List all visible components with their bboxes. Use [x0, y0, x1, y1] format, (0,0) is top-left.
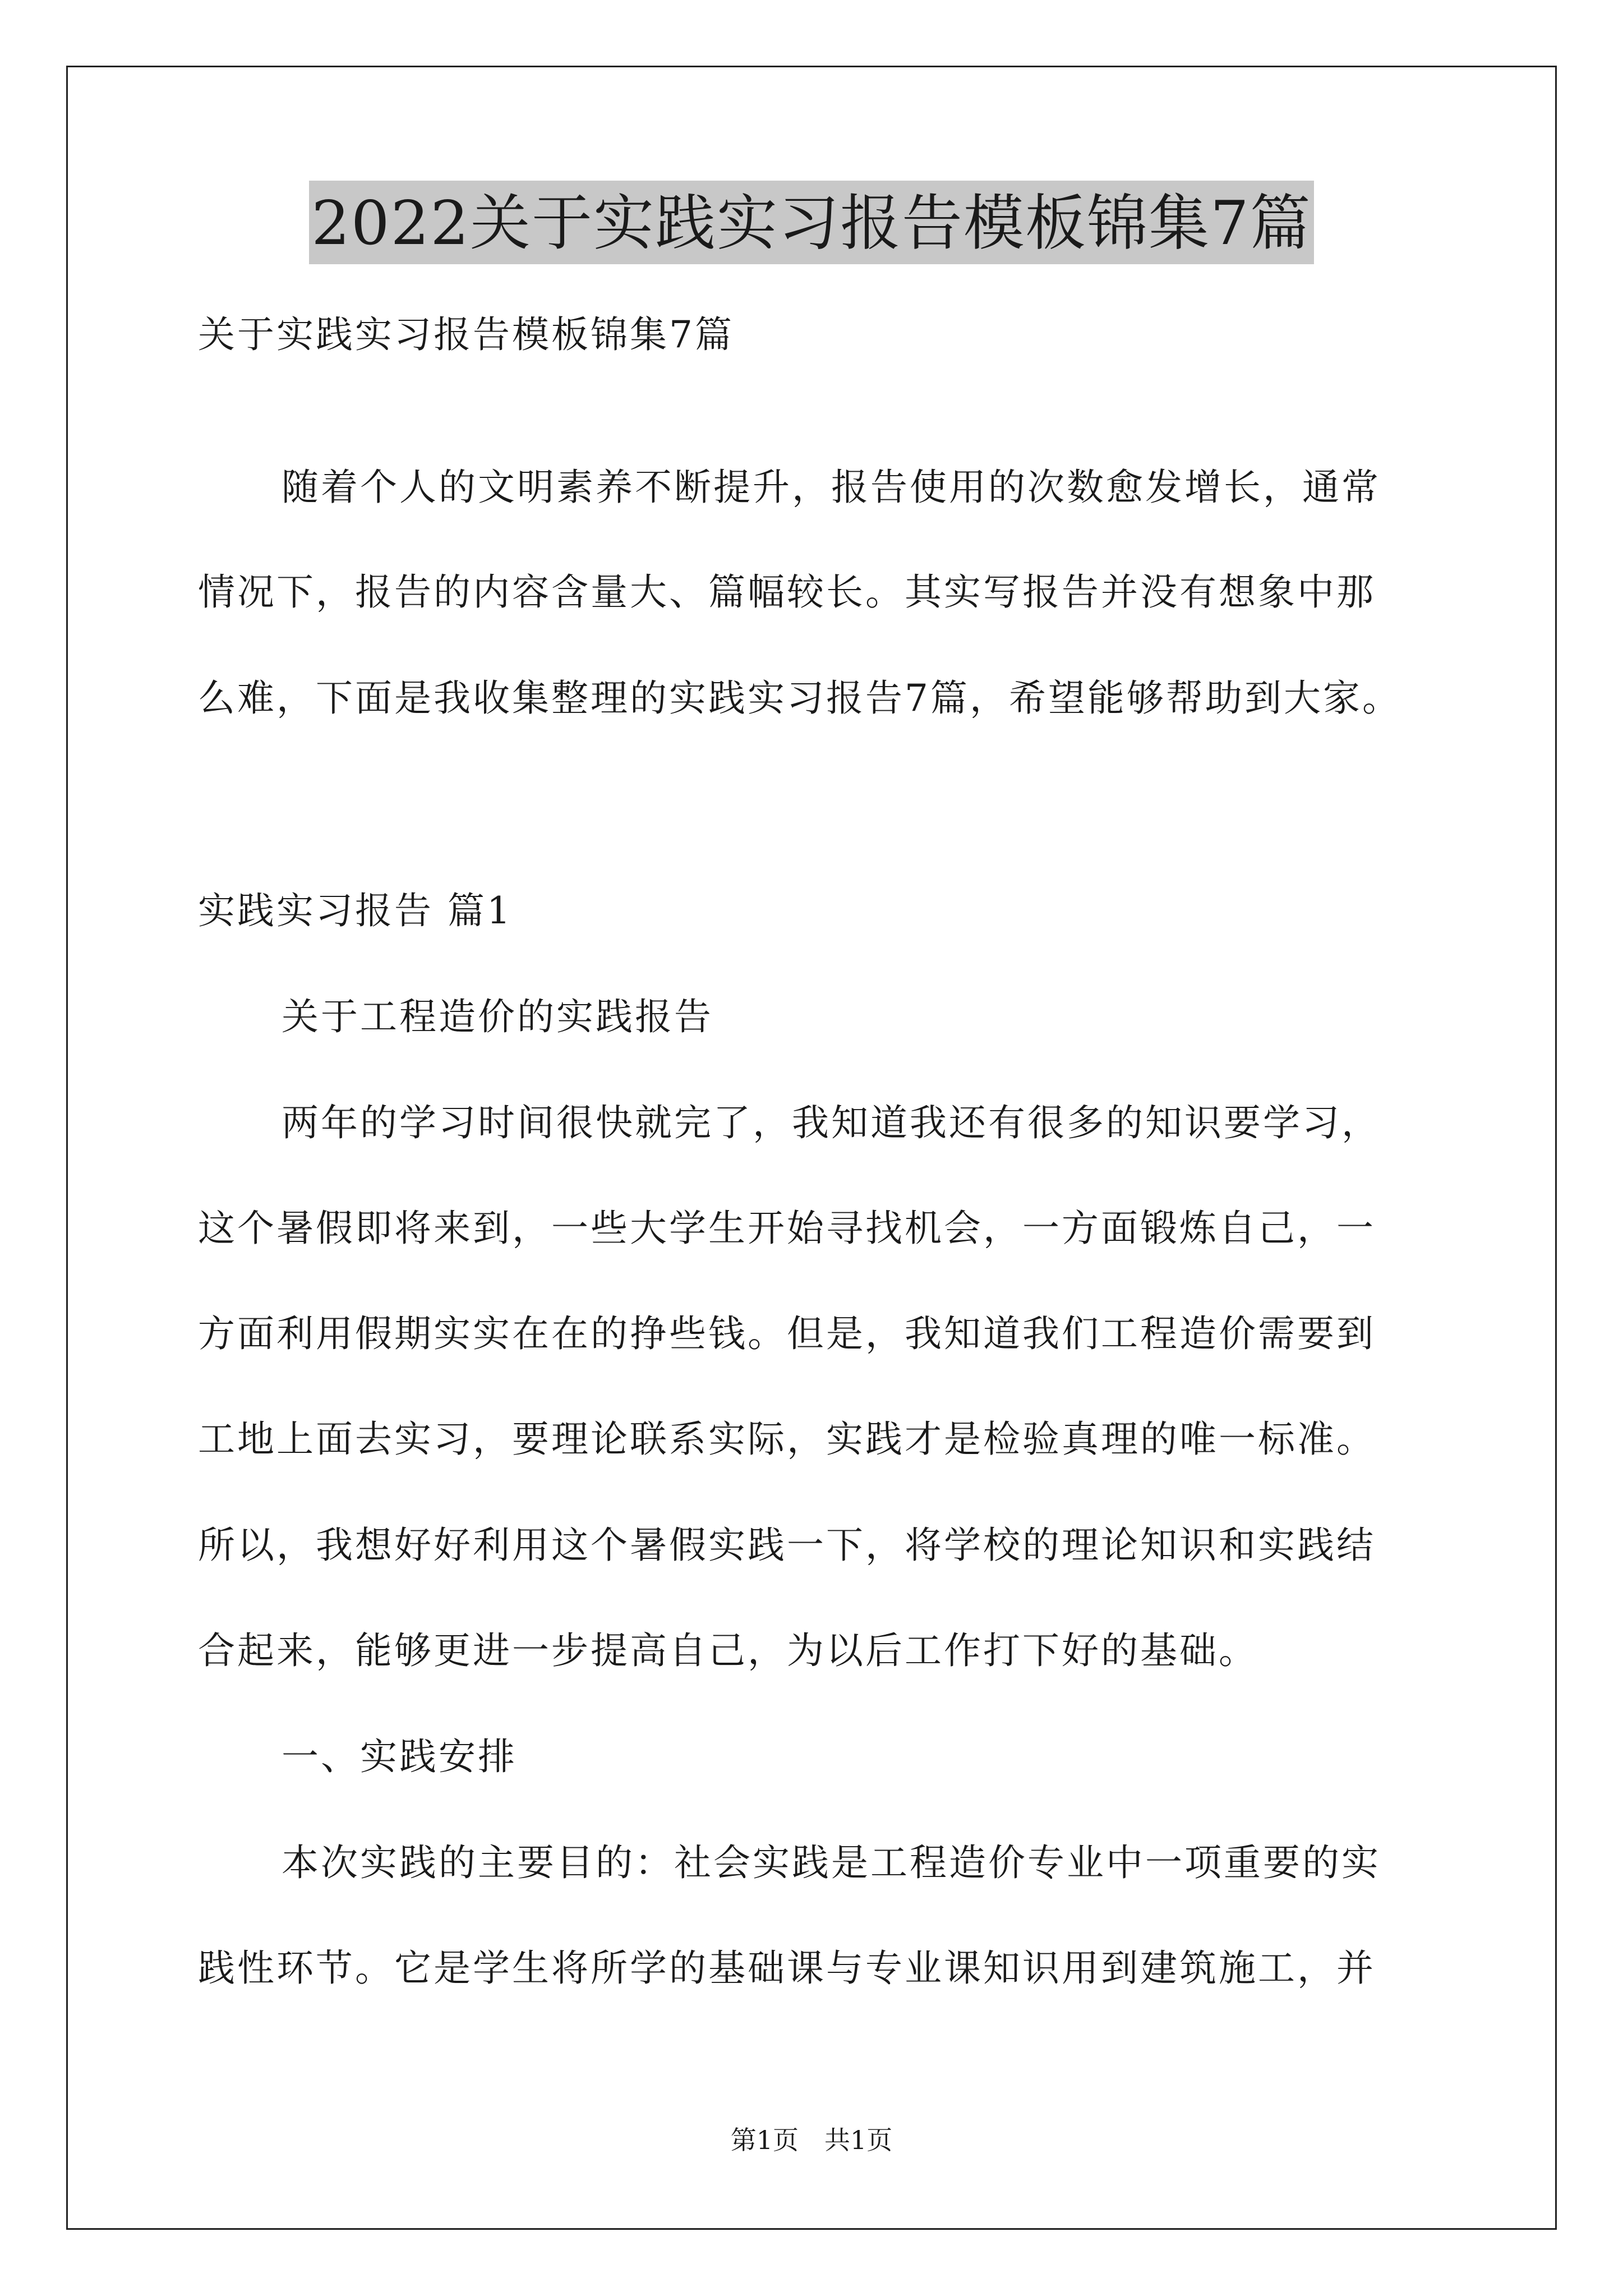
paragraph-line: 合起来，能够更进一步提高自己，为以后工作打下好的基础。: [198, 1629, 1258, 1672]
paragraph-line: 践性环节。它是学生将所学的基础课与专业课知识用到建筑施工，并: [198, 1947, 1376, 1990]
report-title: 关于工程造价的实践报告: [282, 995, 713, 1038]
paragraph-line: 方面利用假期实实在在的挣些钱。但是，我知道我们工程造价需要到: [198, 1312, 1376, 1355]
document-title-wrap: [0, 188, 1623, 259]
page-total: 共1页: [824, 2125, 893, 2155]
paragraph-line: 所以，我想好好利用这个暑假实践一下，将学校的理论知识和实践结: [198, 1524, 1376, 1567]
document-subtitle: 关于实践实习报告模板锦集7篇: [198, 313, 734, 356]
intro-line: 么难，下面是我收集整理的实践实习报告7篇，希望能够帮助到大家。: [198, 677, 1401, 720]
paragraph-line: 工地上面去实习，要理论联系实际，实践才是检验真理的唯一标准。: [198, 1418, 1376, 1461]
page-footer: [0, 2127, 1623, 2153]
paragraph-line: 这个暑假即将来到，一些大学生开始寻找机会，一方面锻炼自己，一: [198, 1207, 1376, 1250]
document-title: 2022关于实践实习报告模板锦集7篇: [309, 181, 1314, 264]
paragraph-line: 两年的学习时间很快就完了，我知道我还有很多的知识要学习，: [282, 1101, 1381, 1144]
sub-heading: 一、实践安排: [282, 1735, 517, 1778]
page-number: 第1页: [730, 2125, 799, 2155]
paragraph-line: 本次实践的主要目的：社会实践是工程造价专业中一项重要的实: [282, 1841, 1381, 1884]
page-border: [66, 66, 1557, 2230]
section-heading: 实践实习报告 篇1: [198, 889, 513, 932]
intro-line: 情况下，报告的内容含量大、篇幅较长。其实写报告并没有想象中那: [198, 570, 1376, 614]
intro-line: 随着个人的文明素养不断提升，报告使用的次数愈发增长，通常: [282, 466, 1381, 509]
